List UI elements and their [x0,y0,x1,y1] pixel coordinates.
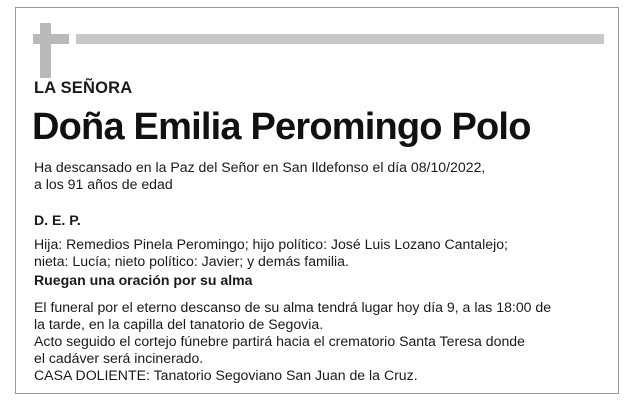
header-rule [76,34,604,44]
intro-paragraph [34,159,609,193]
cross-vertical-bar [40,23,51,78]
family-line: nieta: Lucía; nieto político: Javier; y demás familia. [34,253,349,269]
details-line: el cadáver será incinerado. [34,350,204,366]
deceased-name: Doña Emilia Peromingo Polo [32,106,531,148]
details-line: la tarde, en la capilla del tanatorio de Segovia. [34,316,324,332]
honorific-label: LA SEÑORA [34,79,133,97]
prayer-heading: Ruegan una oración por su alma [34,272,253,288]
details-line: Acto seguido el cortejo fúnebre partirá hacia el crematorio Santa Teresa donde [34,333,525,349]
intro-line: Ha descansado en la Paz del Señor en San Ildefonso el día 08/10/2022, [34,159,486,175]
details-paragraph [34,299,609,384]
intro-line: a los 91 años de edad [34,176,173,192]
obituary-card [15,7,619,394]
family-paragraph [34,236,609,270]
details-line: El funeral por el eterno descanso de su alma tendrá lugar hoy día 9, a las 18:00 de [34,299,552,315]
family-line: Hija: Remedios Pinela Peromingo; hijo político: José Luis Lozano Cantalejo; [34,236,508,252]
dep-text: D. E. P. [34,212,81,228]
details-line: CASA DOLIENTE: Tanatorio Segoviano San Juan de la Cruz. [34,367,418,383]
cross-horizontal-bar [33,34,69,44]
